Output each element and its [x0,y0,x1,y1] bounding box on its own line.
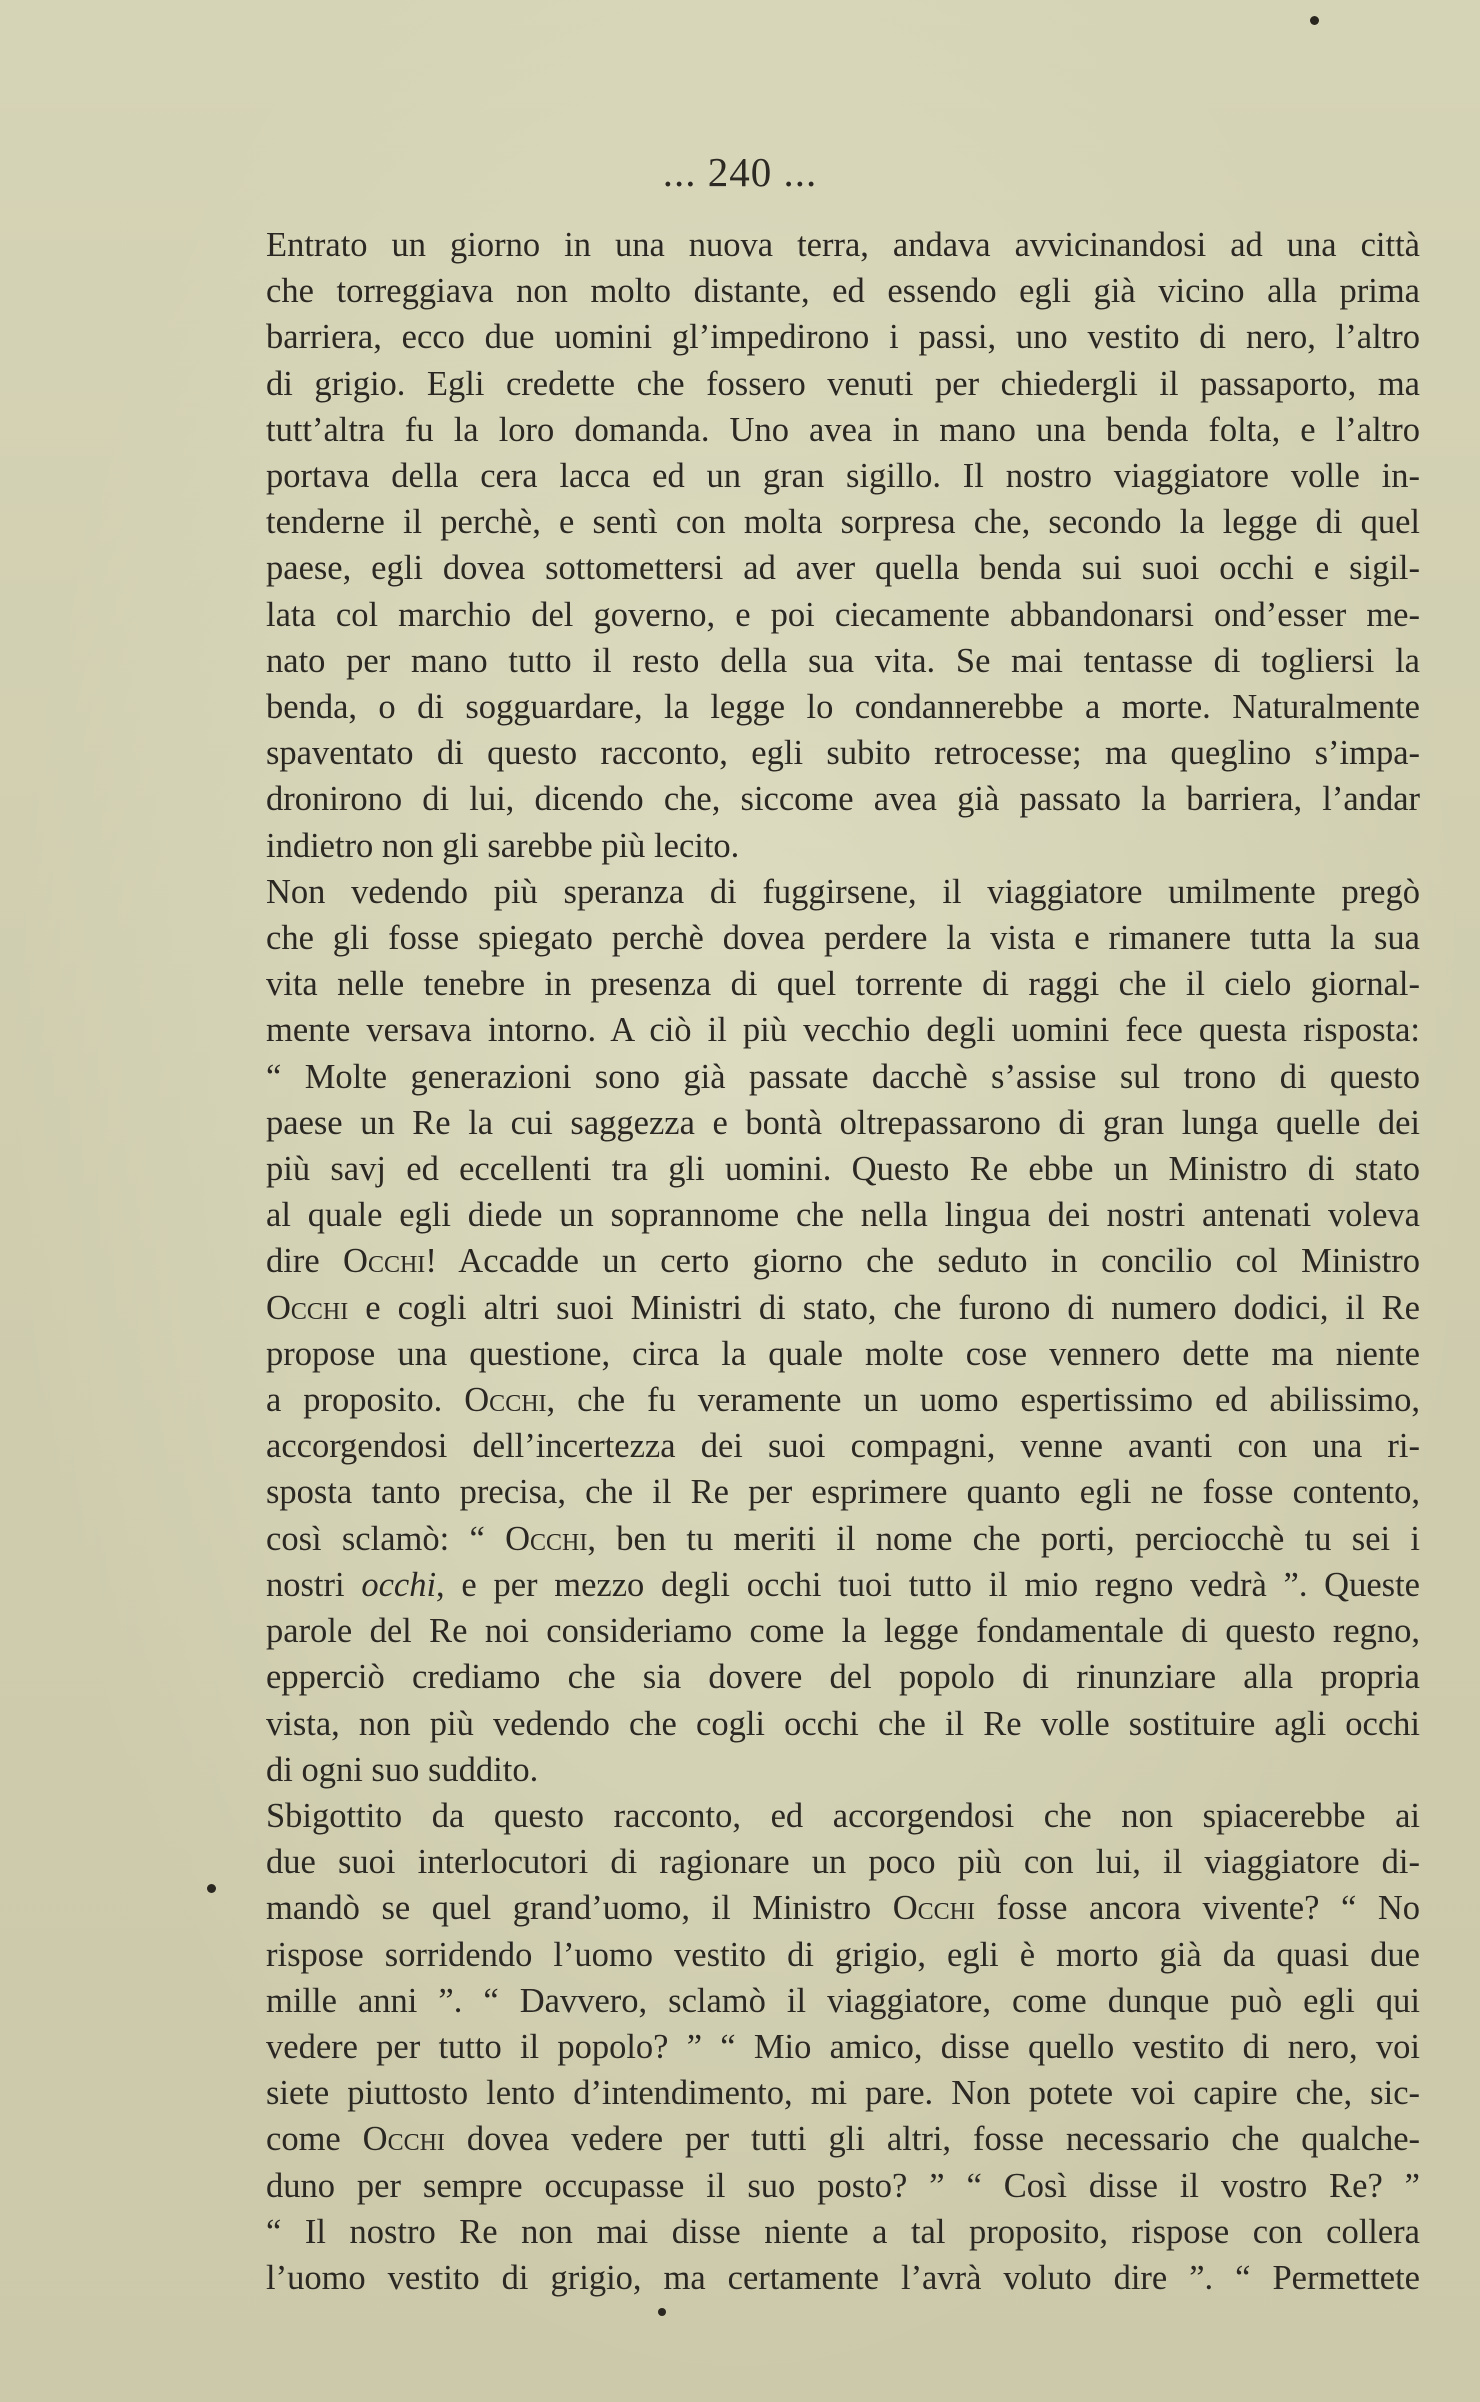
text-line: dronirono di lui, dicendo che, siccome avea già passato la barriera, l’andar [266,780,1420,819]
text-line: tenderne il perchè, e sentì con molta sorpresa che, secondo la legge di quel [266,503,1420,542]
text-line: sposta tanto precisa, che il Re per esprimere quanto egli ne fosse contento, [266,1473,1420,1512]
small-caps-name: Occhi [266,1288,349,1327]
text-segment: come [266,2120,363,2159]
ink-speck [658,2308,666,2316]
text-line: Non vedendo più speranza di fuggirsene, il viaggiatore umilmente pregò [266,872,1420,911]
small-caps-name: Occhi [362,2120,445,2159]
text-line: che gli fosse spiegato perchè dovea perdere la vista e rimanere tutta la sua [266,919,1420,958]
text-line: vita nelle tenebre in presenza di quel torrente di raggi che il cielo giornal- [266,965,1420,1004]
text-line: mille anni ”. “ Davvero, sclamò il viaggiatore, come dunque può egli qui [266,1981,1420,2020]
body-text [222,222,1420,2301]
small-caps-name: Occhi [505,1519,588,1558]
small-caps-name: Occhi [464,1381,547,1420]
small-caps-name: Occhi [892,1889,975,1928]
text-segment: dire [266,1242,344,1281]
text-line: mente versava intorno. A ciò il più vecchio degli uomini fece questa risposta: [266,1011,1420,1050]
page-number: ... 240 ... [662,149,818,195]
text-line: più savj ed eccellenti tra gli uomini. Questo Re ebbe un Ministro di stato [266,1150,1420,1189]
text-line: propose una questione, circa la quale molte cose vennero dette ma niente [266,1334,1420,1373]
text-segment: a proposito. [266,1381,465,1420]
text-line [222,2116,1420,2162]
text-line: “ Molte generazioni sono già passate dacchè s’assise sul trono di questo [266,1057,1420,1096]
text-line: benda, o di sogguardare, la legge lo condannerebbe a morte. Naturalmente [266,688,1420,727]
text-line: rispose sorridendo l’uomo vestito di grigio, egli è morto già da quasi due [266,1935,1420,1974]
text-line: Sbigottito da questo racconto, ed accorgendosi che non spiacerebbe ai [266,1796,1420,1835]
text-line: lata col marchio del governo, e poi ciecamente abbandonarsi ond’esser me- [266,595,1420,634]
text-segment: e cogli altri suoi Ministri di stato, che furono di numero dodici, il Re [348,1288,1420,1327]
text-line: duno per sempre occupasse il suo posto? ” “ Così disse il vostro Re? ” [266,2166,1420,2205]
text-line [222,1377,1420,1423]
ink-speck [207,1884,216,1893]
text-line [222,1285,1420,1331]
text-line: siete piuttosto lento d’intendimento, mi pare. Non potete voi capire che, sic- [266,2074,1420,2113]
text-line: che torreggiava non molto distante, ed essendo egli già vicino alla prima [266,272,1420,311]
text-line: paese, egli dovea sottomettersi ad aver quella benda sui suoi occhi e sigil- [266,549,1420,588]
text-line: tutt’altra fu la loro domanda. Uno avea in mano una benda folta, e l’altro [266,410,1420,449]
text-line: epperciò crediamo che sia dovere del popolo di rinunziare alla propria [266,1658,1420,1697]
text-line [222,1885,1420,1931]
text-line [222,1562,1420,1608]
text-line: accorgendosi dell’incertezza dei suoi compagni, venne avanti con una ri- [266,1427,1420,1466]
text-line: vista, non più vedendo che cogli occhi che il Re volle sostituire agli occhi [266,1704,1420,1743]
paragraph-2 [222,869,1420,1793]
text-segment: , che fu veramente un uomo espertissimo ed abilissimo, [546,1381,1420,1420]
small-caps-name: Occhi [343,1242,426,1281]
text-segment: , ben tu meriti il nome che porti, perciocchè tu sei i [587,1519,1420,1558]
text-line: indietro non gli sarebbe più lecito. [266,826,740,865]
text-line: parole del Re noi consideriamo come la legge fondamentale di questo regno, [266,1612,1420,1651]
text-line: vedere per tutto il popolo? ” “ Mio amico, disse quello vestito di nero, voi [266,2027,1420,2066]
text-line: paese un Re la cui saggezza e bontà oltrepassarono di gran lunga quelle dei [266,1103,1420,1142]
text-segment: fosse ancora vivente? “ No [974,1889,1420,1928]
text-segment: , e per mezzo degli occhi tuoi tutto il mio regno vedrà ”. Queste [436,1565,1420,1604]
text-line: nato per mano tutto il resto della sua vita. Se mai tentasse di togliersi la [266,641,1420,680]
paragraph-3 [222,1793,1420,2301]
text-line [222,1238,1420,1284]
text-segment: nostri [266,1565,362,1604]
italic-word: occhi [361,1565,437,1604]
text-line: portava della cera lacca ed un gran sigillo. Il nostro viaggiatore volle in- [266,457,1420,496]
text-line: di grigio. Egli credette che fossero venuti per chiedergli il passaporto, ma [266,364,1420,403]
text-segment: ! Accadde un certo giorno che seduto in concilio col Ministro [425,1242,1421,1281]
text-line: spaventato di questo racconto, egli subito retrocesse; ma queglino s’impa- [266,734,1420,773]
text-line: l’uomo vestito di grigio, ma certamente l’avrà voluto dire ”. “ Permettete [266,2258,1420,2297]
text-segment: dovea vedere per tutti gli altri, fosse necessario che qualche- [444,2120,1421,2159]
paragraph-1 [222,222,1420,869]
ink-speck [1310,16,1319,25]
text-line: Entrato un giorno in una nuova terra, andava avvicinandosi ad una città [266,226,1420,264]
text-line: “ Il nostro Re non mai disse niente a tal proposito, rispose con collera [266,2212,1420,2251]
text-line: di ogni suo suddito. [266,1750,539,1789]
text-line: due suoi interlocutori di ragionare un poco più con lui, il viaggiatore di- [266,1843,1420,1882]
text-segment: così sclamò: “ [266,1519,506,1558]
text-line: al quale egli diede un soprannome che nella lingua dei nostri antenati voleva [266,1196,1420,1235]
text-segment: mandò se quel grand’uomo, il Ministro [266,1889,893,1928]
text-line [222,1516,1420,1562]
text-line: barriera, ecco due uomini gl’impedirono i passi, uno vestito di nero, l’altro [266,318,1420,357]
